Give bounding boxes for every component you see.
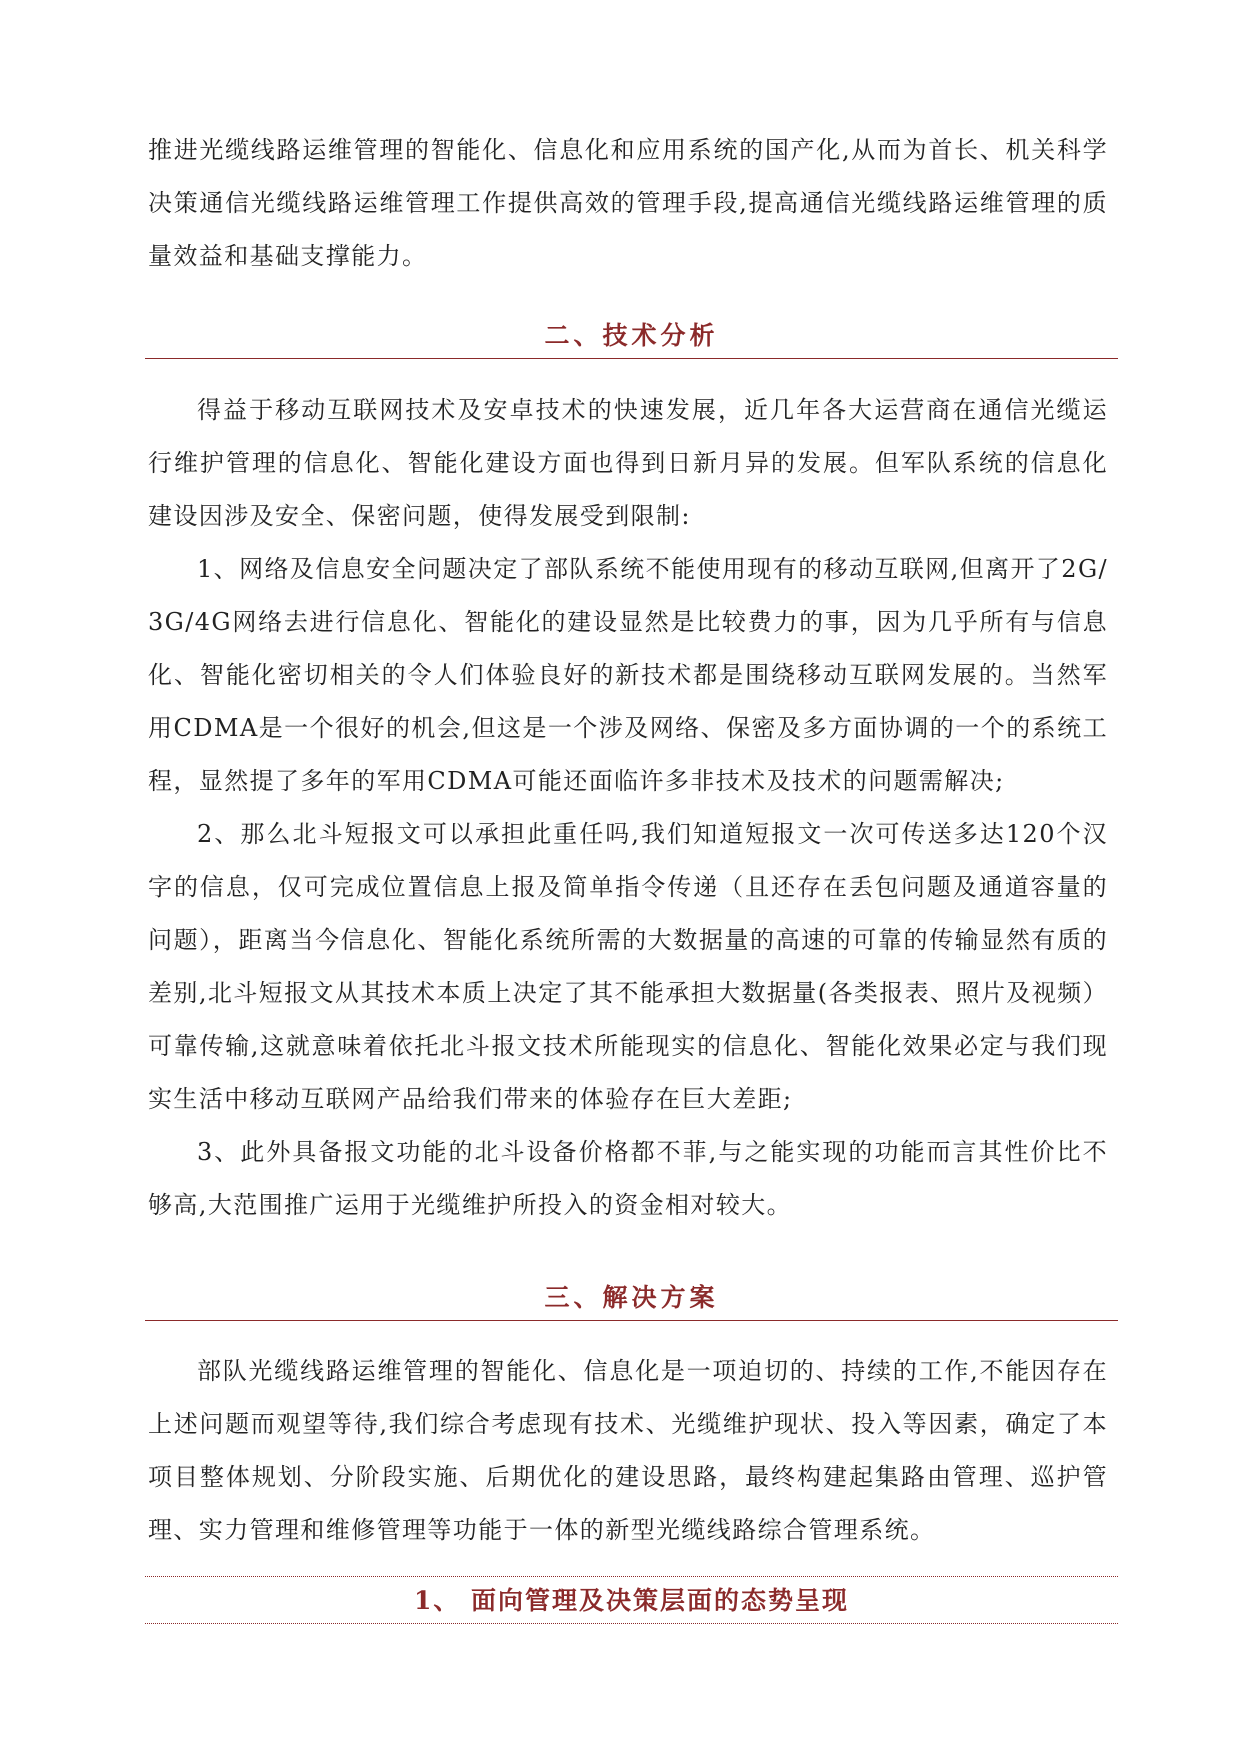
list-item: 1、网络及信息安全问题决定了部队系统不能使用现有的移动互联网,但离开了2G/3G/4G网络去进行信息化、智能化的建设显然是比较费力的事，因为几乎所有与信息化、智能化密切相关的令人们体验良好的新技术都是围绕移动互联网发展的。当然军用CDMA是一个很好的机会,但这是一个涉及网络、保密及多方面协调的一个的系统工程，显然提了多年的军用CDMA可能还面临许多非技术及技术的问题需解决; bbox=[148, 555, 1108, 795]
body-paragraph: 部队光缆线路运维管理的智能化、信息化是一项迫切的、持续的工作,不能因存在上述问题而观望等待,我们综合考虑现有技术、光缆维护现状、投入等因素，确定了本项目整体规划、分阶段实施、后期优化的建设思路，最终构建起集路由管理、巡护管理、实力管理和维修管理等功能于一体的新型光缆线路综合管理系统。 bbox=[148, 1357, 1108, 1544]
intro-paragraph: 推进光缆线路运维管理的智能化、信息化和应用系统的国产化,从而为首长、机关科学决策通信光缆线路运维管理工作提供高效的管理手段,提高通信光缆线路运维管理的质量效益和基础支撑能力。 bbox=[148, 136, 1108, 270]
body-paragraph: 得益于移动互联网技术及安卓技术的快速发展，近几年各大运营商在通信光缆运行维护管理的信息化、智能化建设方面也得到日新月异的发展。但军队系统的信息化建设因涉及安全、保密问题，使得发展受到限制: bbox=[148, 396, 1108, 530]
list-item: 3、此外具备报文功能的北斗设备价格都不菲,与之能实现的功能而言其性价比不够高,大范围推广运用于光缆维护所投入的资金相对较大。 bbox=[148, 1138, 1108, 1219]
section-heading-solution: 三、解决方案 bbox=[145, 1278, 1118, 1321]
subsection-heading: 1、 面向管理及决策层面的态势呈现 bbox=[145, 1576, 1118, 1624]
section-heading-technical-analysis: 二、技术分析 bbox=[145, 316, 1118, 359]
list-item: 2、那么北斗短报文可以承担此重任吗,我们知道短报文一次可传送多达120个汉字的信息，仅可完成位置信息上报及简单指令传递（且还存在丢包问题及通道容量的问题），距离当今信息化、智能化系统所需的大数据量的高速的可靠的传输显然有质的差别,北斗短报文从其技术本质上决定了其不能承担大数据量(各类报表、照片及视频）可靠传输,这就意味着依托北斗报文技术所能现实的信息化、智能化效果必定与我们现实生活中移动互联网产品给我们带来的体验存在巨大差距; bbox=[148, 820, 1108, 1113]
